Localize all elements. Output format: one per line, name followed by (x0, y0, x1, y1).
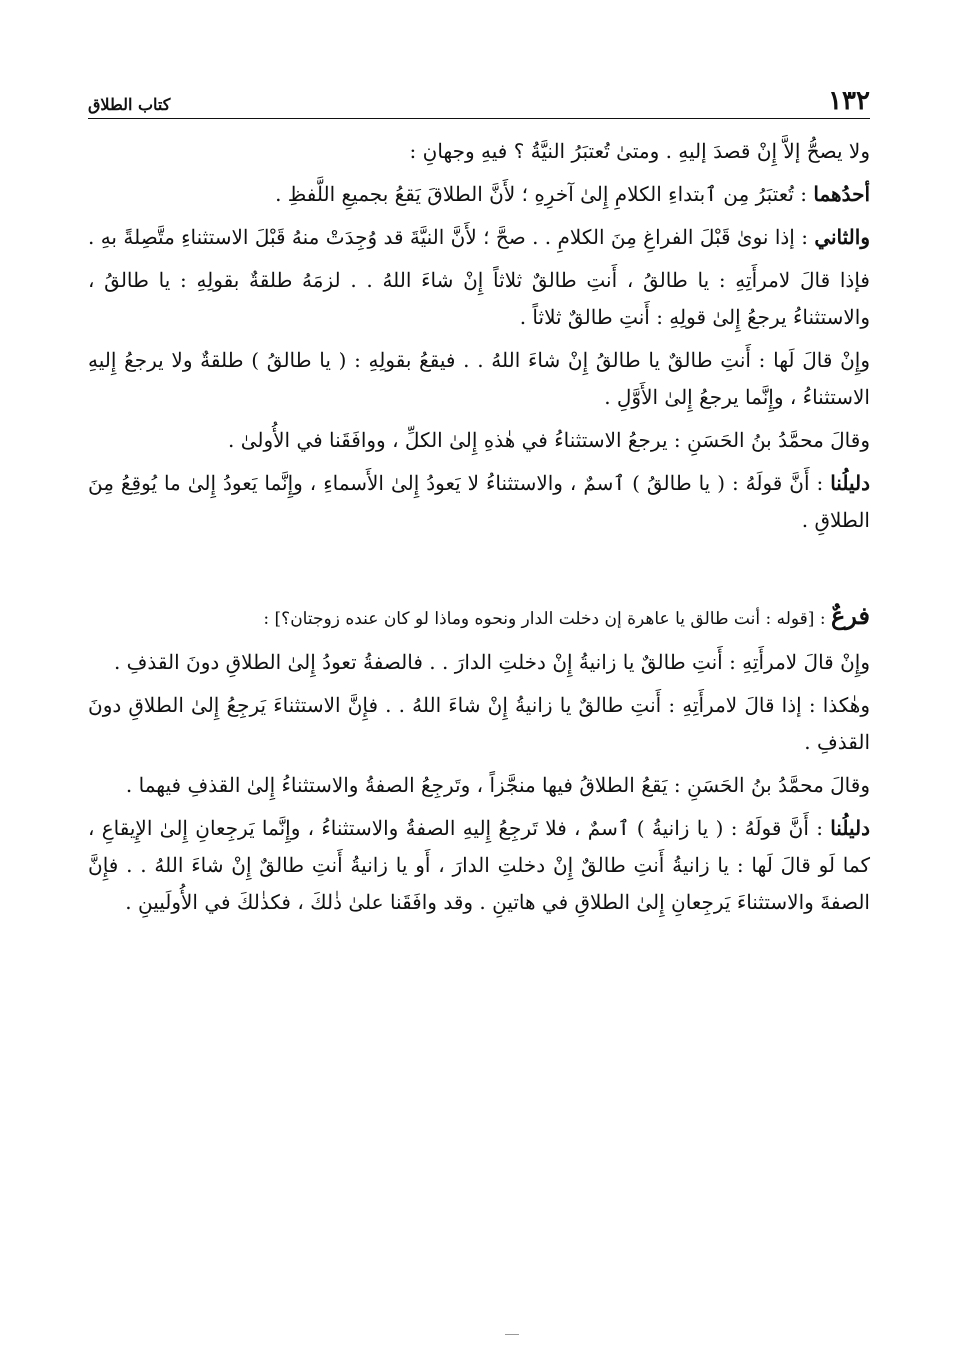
paragraph-text: وإِنْ قالَ لَها : أَنتِ طالقٌ يا طالقُ إِنْ شاءَ اللهُ . . فيقعُ بقولِهِ : ( يا طالقُ ) طلقةٌ ولا يرجعُ إِليهِ الاستثناءُ ، وإِنَّما يرجعُ إِلىٰ الأَوَّلِ . (88, 348, 870, 409)
paragraph-lead: أحدُهما (813, 182, 870, 206)
paragraph-lead: دليلُنا (830, 816, 870, 840)
branch-heading (88, 597, 870, 638)
paragraph-lead: والثاني (814, 225, 870, 249)
paragraph-lead: دليلُنا (830, 471, 870, 495)
paragraph-text: : أَنَّ قولَهُ : ( يا زانيةُ ) ٱسمٌ ، فلا تَرجِعُ إِليهِ الصفةُ والاستثناءُ ، وإِنَّما يَرجِعانِ إِلىٰ الإِيقاعِ ، كما لَو قالَ لَها : يا زانيةُ أَنتِ طالقٌ إِنْ دخلتِ الدارَ ، أَو يا زانيةُ أَنتِ طالقٌ إِنْ شاءَ اللهُ . . فإِنَّ الصفةَ والاستثناءَ يَرجِعانِ إِلىٰ الطلاقِ في هاتينِ . وقد وافَقَنا علىٰ ذٰلكَ ، فكذٰلكَ في الأُولَيينِ . (88, 816, 870, 914)
paragraph (88, 644, 870, 681)
paragraph-text: وإِنْ قالَ لامرأَتِهِ : أَنتِ طالقٌ يا زانيةُ إِنْ دخلتِ الدارَ . . فالصفةُ تعودُ إِلىٰ الطلاقِ دونَ القذفِ . (113, 650, 870, 674)
paragraph (88, 262, 870, 336)
paragraph-text: وهٰكذا : إذا قالَ لامرأَتِهِ : أَنتِ طالقٌ يا زانيةُ إِنْ شاءَ اللهُ . . فإِنَّ الاستثناءَ يَرجِعُ إِلىٰ الطلاقِ دونَ القذفِ . (88, 693, 870, 754)
paragraph-text: وقالَ محمَّدُ بنُ الحَسَنِ : يرجعُ الاستثناءُ في هٰذهِ إِلىٰ الكلِّ ، ووافَقَنا في الأُولىٰ . (227, 428, 870, 452)
page-number: ١٣٢ (828, 86, 870, 116)
paragraph (88, 219, 870, 256)
book-page (88, 84, 870, 927)
paragraph (88, 810, 870, 921)
paragraph-text: : أَنَّ قولَهُ : ( يا طالقُ ) ٱسمٌ ، والاستثناءُ لا يَعودُ إِلىٰ الأَسماءِ ، وإِنَّما يَعودُ إِلىٰ ما يُوقِعُ مِنَ الطلاقِ . (88, 471, 870, 532)
paragraph (88, 422, 870, 459)
section-spacer (88, 545, 870, 597)
paragraph-text: : تُعتبَرُ مِن ٱبتداءِ الكلامِ إِلىٰ آخرِهِ ؛ لأَنَّ الطلاقَ يَقعُ بجميعِ اللَّفظِ . (275, 182, 814, 206)
page-body (88, 133, 870, 921)
paragraph (88, 176, 870, 213)
footer-mark (505, 1334, 519, 1335)
branch-title: : [قوله : أنت طالق يا عاهرة إن دخلت الدار ونحوه وماذا لو كان عنده زوجتان؟] : (263, 609, 831, 629)
page-header (88, 84, 870, 119)
paragraph-text: فإذا قالَ لامرأَتِهِ : يا طالقُ ، أَنتِ طالقٌ ثلاثاً إِنْ شاءَ اللهُ . . لزمَهُ طلقةٌ بقولِهِ : يا طالقُ ، والاستثناءُ يرجعُ إِلىٰ قولِهِ : أَنتِ طالقٌ ثلاثاً . (88, 268, 870, 329)
paragraph (88, 687, 870, 761)
branch-label: فرعٌ (830, 601, 870, 630)
running-title: كتاب الطلاق (88, 95, 171, 114)
paragraph-text: ولا يصحُّ إلاَّ إِنْ قصدَ إليهِ . ومتىٰ تُعتبَرُ النيَّةُ ؟ فيهِ وجهانِ : (409, 139, 870, 163)
paragraph (88, 767, 870, 804)
paragraph-text: : إذا نوىٰ قَبْلَ الفراغِ مِنَ الكلامِ . . صحَّ ؛ لأَنَّ النيَّةَ قد وُجِدَتْ منهُ قَبْلَ الاستثناءِ متَّصِلةً بهِ . (87, 225, 815, 249)
paragraph (88, 342, 870, 416)
paragraph (88, 133, 870, 170)
paragraph (88, 465, 870, 539)
paragraph-text: وقالَ محمَّدُ بنُ الحَسَنِ : يَقعُ الطلاقُ فيها منجَّزاً ، وتَرجِعُ الصفةُ والاستثناءُ إِلىٰ القذفِ فيهما . (125, 773, 870, 797)
